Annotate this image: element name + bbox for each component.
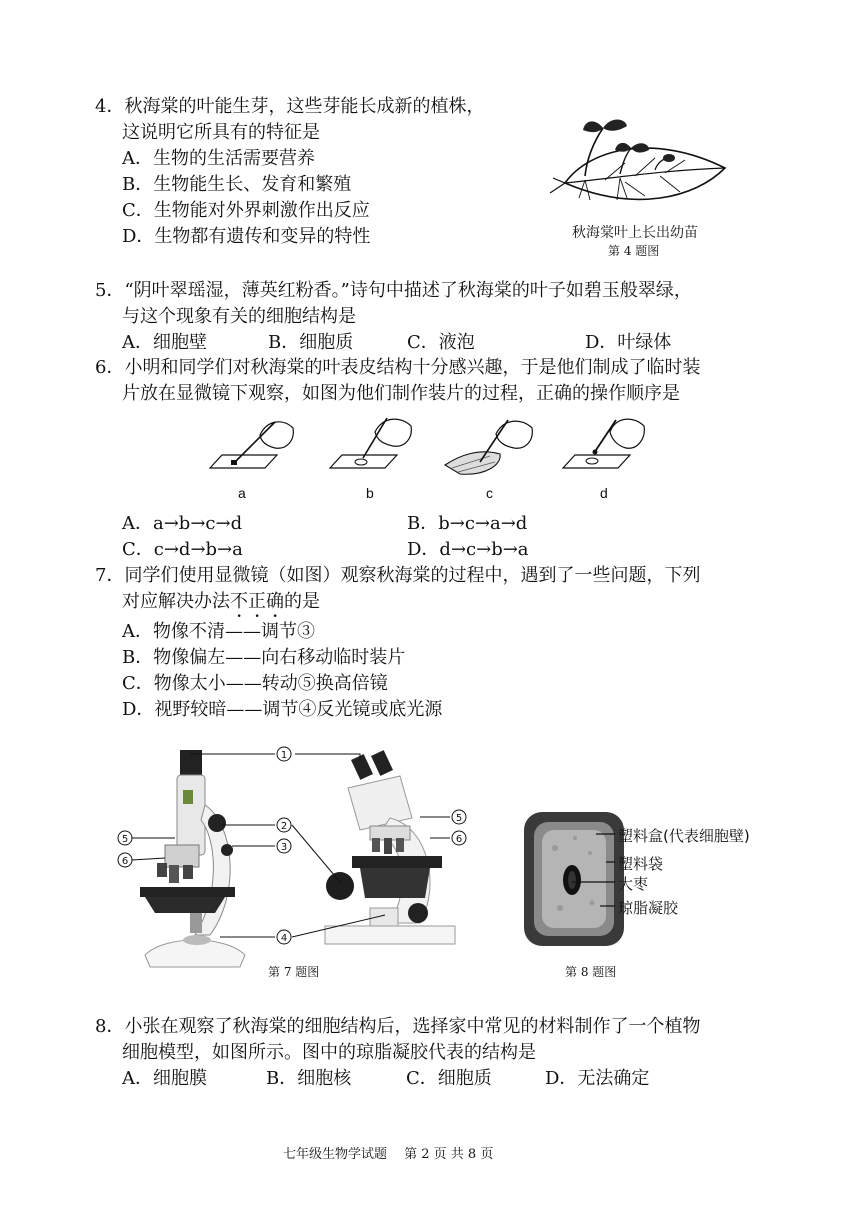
svg-text:6: 6 xyxy=(121,856,129,867)
svg-text:5: 5 xyxy=(455,813,463,824)
q7-emphasis-not-correct: 不正确 xyxy=(230,591,284,612)
model-label-plastic-box: 塑料盒(代表细胞壁) xyxy=(618,827,750,845)
q5-option-d: D．叶绿体 xyxy=(585,332,672,353)
q4-image-caption: 秋海棠叶上长出幼苗 xyxy=(572,225,698,241)
svg-text:3: 3 xyxy=(280,842,288,853)
svg-text:2: 2 xyxy=(280,821,288,832)
q7-stem-line2-post: 的是 xyxy=(284,591,320,612)
q6-stem-line2: 片放在显微镜下观察，如图为他们制作装片的过程，正确的操作顺序是 xyxy=(122,383,680,404)
q4-option-c: C．生物能对外界刺激作出反应 xyxy=(122,200,370,221)
model-label-jujube: 大枣 xyxy=(618,875,649,893)
svg-text:4: 4 xyxy=(280,933,288,944)
q6-stem-line1: 6．小明和同学们对秋海棠的叶表皮结构十分感兴趣，于是他们制成了临时装 xyxy=(95,357,701,378)
q5-option-c: C．液泡 xyxy=(407,332,475,353)
q7-option-b: B．物像偏左——向右移动临时装片 xyxy=(122,647,406,668)
q7-stem-line1: 7．同学们使用显微镜（如图）观察秋海棠的过程中，遇到了一些问题，下列 xyxy=(95,565,701,586)
q4-option-d: D．生物都有遗传和变异的特性 xyxy=(122,226,371,247)
q5-stem-line2: 与这个现象有关的细胞结构是 xyxy=(122,306,356,327)
svg-text:6: 6 xyxy=(455,834,463,845)
q8-option-c: C．细胞质 xyxy=(406,1068,492,1089)
q7-figure-label: 第 7 题图 xyxy=(268,965,320,979)
step-label-a: a xyxy=(238,485,246,501)
model-label-agar-gel: 琼脂凝胶 xyxy=(618,899,679,917)
q8-option-a: A．细胞膜 xyxy=(122,1068,207,1089)
q8-stem-line1: 8．小张在观察了秋海棠的细胞结构后，选择家中常见的材料制作了一个植物 xyxy=(95,1016,701,1037)
svg-text:5: 5 xyxy=(121,834,129,845)
page-footer: 七年级生物学试题 第 2 页 共 8 页 xyxy=(283,1147,494,1162)
step-label-d: d xyxy=(600,485,608,501)
q4-option-b: B．生物能生长、发育和繁殖 xyxy=(122,174,352,195)
q6-option-d: D．d→c→b→a xyxy=(407,539,529,560)
q5-stem-line1: 5．“阴叶翠瑶湿，薄英红粉香。”诗句中描述了秋海棠的叶子如碧玉般翠绿， xyxy=(95,280,692,301)
q5-option-b: B．细胞质 xyxy=(268,332,354,353)
q4-figure-label: 第 4 题图 xyxy=(608,244,660,258)
q8-figure-label: 第 8 题图 xyxy=(565,965,617,979)
model-label-plastic-bag: 塑料袋 xyxy=(618,855,664,873)
step-label-c: c xyxy=(486,485,493,501)
q6-option-a: A．a→b→c→d xyxy=(122,513,243,534)
q7-option-c: C．物像太小——转动⑤换高倍镜 xyxy=(122,673,388,694)
svg-text:1: 1 xyxy=(280,750,288,761)
step-label-b: b xyxy=(366,485,374,501)
q5-option-a: A．细胞壁 xyxy=(122,332,207,353)
q4-stem-line2: 这说明它所具有的特征是 xyxy=(122,122,320,143)
q4-option-a: A．生物的生活需要营养 xyxy=(122,148,315,169)
q6-option-b: B．b→c→a→d xyxy=(407,513,528,534)
q7-option-d: D．视野较暗——调节④反光镜或底光源 xyxy=(122,699,443,720)
q6-option-c: C．c→d→b→a xyxy=(122,539,243,560)
q7-option-a: A．物像不清——调节③ xyxy=(122,621,315,642)
q7-stem-line2-pre: 对应解决办法 xyxy=(122,591,230,612)
q8-option-d: D．无法确定 xyxy=(545,1068,650,1089)
q8-stem-line2: 细胞模型，如图所示。图中的琼脂凝胶代表的结构是 xyxy=(122,1042,536,1063)
q8-option-b: B．细胞核 xyxy=(266,1068,352,1089)
q4-stem-line1: 4．秋海棠的叶能生芽，这些芽能长成新的植株， xyxy=(95,96,485,117)
